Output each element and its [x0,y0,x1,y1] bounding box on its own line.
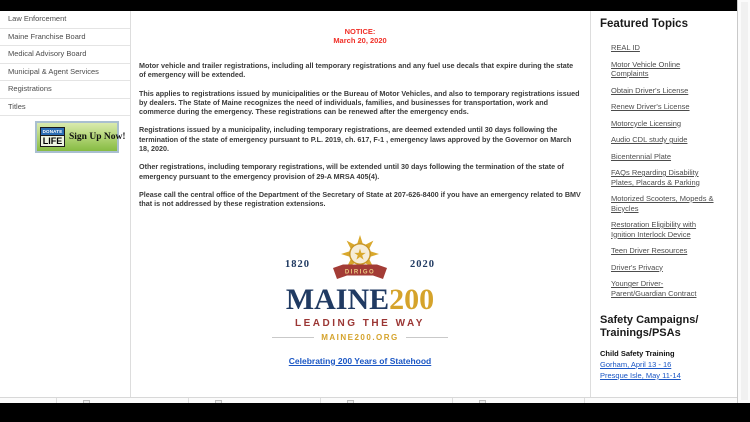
maine200-url: MAINE200.ORG [321,332,399,342]
safety-training-links [600,359,731,381]
maine200-wordmark [139,282,581,316]
featured-link-teen-driver-resources[interactable]: Teen Driver Resources [611,246,688,255]
maine200-url-row [139,333,581,342]
notice-title: NOTICE: [344,27,376,36]
notice-paragraph: Motor vehicle and trailer registrations, including all temporary registrations and any fuel use decals that expire during the state of emergency will be extended. [139,61,574,80]
featured-link-mv-online-complaints[interactable]: Motor Vehicle Online Complaints [611,59,681,78]
bottom-letterbox-bar [0,403,750,422]
sidebar-item-medical-advisory-board[interactable]: Medical Advisory Board [0,46,130,64]
safety-title-line1: Safety Campaigns/ [600,314,699,326]
notice-paragraph: Please call the central office of the Department of the Secretary of State at 207-626-8400 if you have an emergency related to BMV that is not addressed by these registration extensions. [139,189,581,209]
statehood-link[interactable]: Celebrating 200 Years of Statehood [288,355,432,366]
featured-link-audio-cdl-guide[interactable]: Audio CDL study guide [611,135,688,144]
sidebar-item-titles[interactable]: Titles [0,99,130,117]
left-sidebar [0,11,131,397]
maine200-number: 200 [389,282,435,316]
featured-topics-sidebar [590,11,737,397]
notice-heading [139,27,581,45]
featured-link-obtain-license[interactable]: Obtain Driver's License [611,85,689,95]
maine200-year-left: 1820 [285,259,310,271]
sidebar-item-registrations[interactable]: Registrations [0,81,130,99]
scrollbar-track[interactable] [741,2,748,400]
maine200-emblem-row [139,233,581,287]
sidebar-item-law-enforcement[interactable]: Law Enforcement [0,11,130,29]
featured-link-younger-driver-contract[interactable]: Younger Driver- Parent/Guardian Contract [611,279,697,298]
safety-title-line2: Trainings/PSAs [600,327,681,339]
svg-text:★: ★ [353,246,367,264]
page-content [0,11,737,397]
child-safety-training-label: Child Safety Training [600,349,675,358]
donate-life-logo-bottom-label: LIFE [42,136,63,146]
url-right-rule [406,337,448,338]
svg-text:DIRIGO: DIRIGO [344,269,376,276]
featured-link-real-id[interactable]: REAL ID [611,43,640,52]
scrollbar[interactable] [737,0,750,403]
donate-life-signup-banner[interactable] [35,121,126,153]
featured-link-ignition-interlock[interactable]: Restoration Eligibility with Ignition Interlock Device [611,220,697,239]
notice-paragraph: This applies to registrations issued by municipalities or the Bureau of Motor Vehicles, and also to temporary registrations issued by dealers. The State of Maine recognizes the need of individuals, families, and businesses for transportation, work and commerce during the emergency. These registrations can be renewed after the emergency ends. [139,88,580,117]
safety-campaigns-title [600,314,731,340]
featured-link-motorcycle-licensing[interactable]: Motorcycle Licensing [611,118,682,128]
safety-link-presque-isle[interactable]: Presque Isle, May 11-14 [600,371,681,380]
featured-topics-title: Featured Topics [600,18,688,30]
safety-link-gorham[interactable]: Gorham, April 13 - 16 [600,360,672,369]
donate-life-logo-top-label: DONATE [42,129,63,134]
featured-link-scooters-mopeds[interactable]: Motorized Scooters, Mopeds & Bicycles [611,194,714,213]
maine200-year-right: 2020 [410,259,435,271]
sidebar-item-municipal-agent-services[interactable]: Municipal & Agent Services [0,64,130,82]
sidebar-item-maine-franchise-board[interactable]: Maine Franchise Board [0,29,130,47]
notice-paragraph: Registrations issued by a municipality, including temporary registrations, are deemed extended until 30 days following the termination of the state of emergency pursuant to P.L. 2019, ch. 617, F-1 , emergency laws approved by the Governor on March 18, 2020. [139,125,572,154]
top-letterbox-bar [0,0,737,11]
main-content [131,11,590,397]
featured-link-bicentennial-plate[interactable]: Bicentennial Plate [611,151,672,161]
maine200-tagline: LEADING THE WAY [295,317,425,329]
maine200-logo [139,233,581,342]
donate-life-cta-label: Sign Up Now! [69,132,126,142]
donate-life-logo-icon [40,127,65,147]
featured-link-drivers-privacy[interactable]: Driver's Privacy [611,262,663,272]
notice-paragraph: Other registrations, including temporary registrations, will be extended until 30 days following the termination of the state of emergency pursuant to the emergency provision of 29-A MRSA 405(4). [139,162,564,181]
featured-topics-list [600,43,731,298]
url-left-rule [272,337,314,338]
notice-date: March 20, 2020 [333,36,387,45]
dirigo-star-emblem-icon [320,233,400,287]
maine200-word: MAINE [285,282,390,316]
featured-link-renew-license[interactable]: Renew Driver's License [611,102,690,111]
featured-link-disability-faqs[interactable]: FAQs Regarding Disability Plates, Placards & Parking [611,168,700,187]
